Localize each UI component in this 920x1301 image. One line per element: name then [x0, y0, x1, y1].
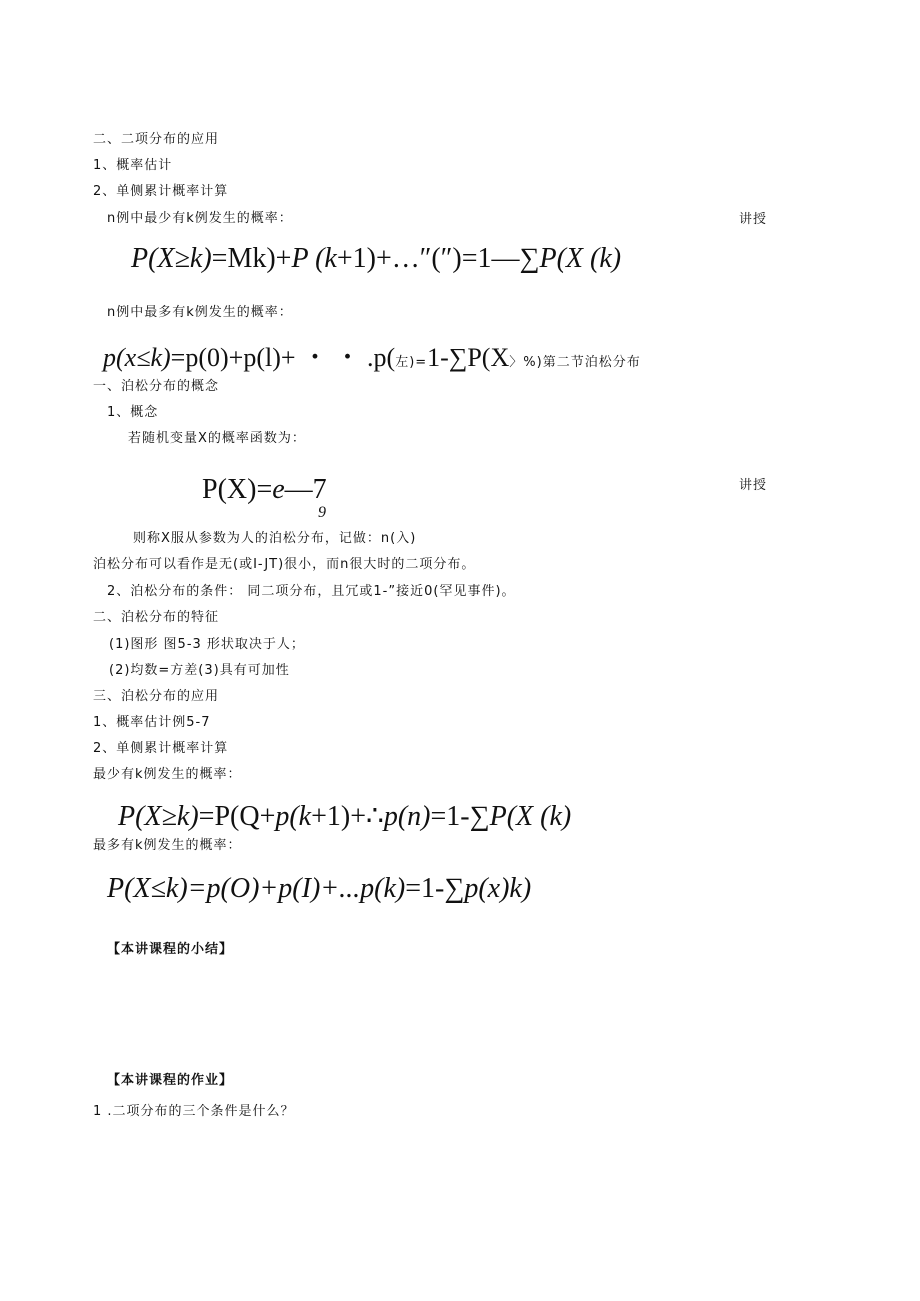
item-one-sided-cumulative: 2、单侧累计概率计算: [93, 184, 229, 199]
formula-part: 1-∑P(X: [427, 343, 510, 372]
formula-part: P(X (k): [539, 243, 622, 274]
text-feature-shape: (1)图形 图5-3 形状取决于人；: [109, 637, 305, 652]
item-probability-estimate: 1、概率估计: [93, 158, 173, 173]
formula-subscript: 9: [318, 504, 326, 521]
formula-part: p(x)k): [464, 873, 532, 904]
formula-part: =1-∑: [405, 873, 465, 904]
item-one-sided-cumulative: 2、单侧累计概率计算: [93, 741, 229, 756]
formula-part: e: [272, 474, 285, 505]
text-at-most-k: n例中最多有k例发生的概率：: [107, 305, 293, 320]
item-concept: 1、概念: [107, 405, 159, 420]
formula-part: =1-∑: [430, 801, 490, 832]
formula-part: P(X≥k): [131, 243, 212, 274]
formula-part: P(X≤k)=p(O)+p(I)+...p(k): [107, 873, 406, 904]
margin-note-lecture: 讲授: [739, 478, 768, 493]
section-title-poisson-features: 二、泊松分布的特征: [93, 610, 220, 625]
text-poisson-definition: 则称X服从参数为人的泊松分布，记做：n(入): [133, 531, 417, 546]
item-probability-estimate-example: 1、概率估计例5-7: [93, 715, 211, 730]
formula-part: P(X (k): [489, 801, 572, 832]
margin-note-lecture: 讲授: [739, 212, 768, 227]
text-at-least-k: n例中最少有k例发生的概率：: [107, 211, 293, 226]
formula-part: p(x≤k): [103, 343, 171, 372]
formula-part: P(X)=: [202, 474, 273, 505]
formula-part: P(X≥k): [118, 801, 199, 832]
formula-binomial-at-most: [103, 345, 641, 371]
text-feature-mean-variance: (2)均数=方差(3)具有可加性: [109, 663, 290, 678]
section-title-binomial-application: 二、二项分布的应用: [93, 132, 220, 147]
formula-part: 〉%): [509, 355, 543, 370]
formula-binomial-at-least: [131, 245, 621, 273]
text-at-most-k: 最多有k例发生的概率：: [93, 838, 242, 853]
text-poisson-conditions: 2、泊松分布的条件： 同二项分布，且冗或1-”接近0(罕见事件)。: [107, 584, 516, 599]
section-title-poisson-application: 三、泊松分布的应用: [93, 689, 220, 704]
heading-lecture-homework: 【本讲课程的作业】: [107, 1073, 234, 1088]
formula-part: =p(0)+p(l)+ ・ ・ .p(: [170, 343, 396, 372]
homework-question-1: 1 .二项分布的三个条件是什么？: [93, 1104, 295, 1119]
formula-part: (: [308, 243, 325, 274]
formula-part: p(n): [383, 801, 431, 832]
formula-part: P: [291, 243, 309, 274]
text-at-least-k: 最少有k例发生的概率：: [93, 767, 242, 782]
text-random-variable-def: 若随机变量X的概率函数为：: [128, 431, 306, 446]
formula-part: =P(Q+: [198, 801, 276, 832]
formula-poisson-pmf: [202, 476, 327, 504]
heading-lecture-summary: 【本讲课程的小结】: [107, 942, 234, 957]
formula-part: +1)+…″(″)=1—∑: [336, 243, 540, 274]
text-poisson-approximation: 泊松分布可以看作是无(或I-JT)很小，而n很大时的二项分布。: [93, 557, 476, 572]
formula-poisson-at-least: [118, 803, 571, 831]
formula-poisson-at-most: [107, 875, 531, 903]
formula-part: k: [324, 243, 337, 274]
section-title-poisson-concept: 一、泊松分布的概念: [93, 379, 220, 394]
formula-part: p(k: [275, 801, 312, 832]
section-heading-poisson: 第二节泊松分布: [542, 355, 641, 370]
formula-part: =Mk)+: [211, 243, 292, 274]
formula-part: 左)=: [395, 355, 428, 370]
formula-part: +1)+∴: [311, 801, 384, 832]
formula-part: —7: [284, 474, 327, 505]
